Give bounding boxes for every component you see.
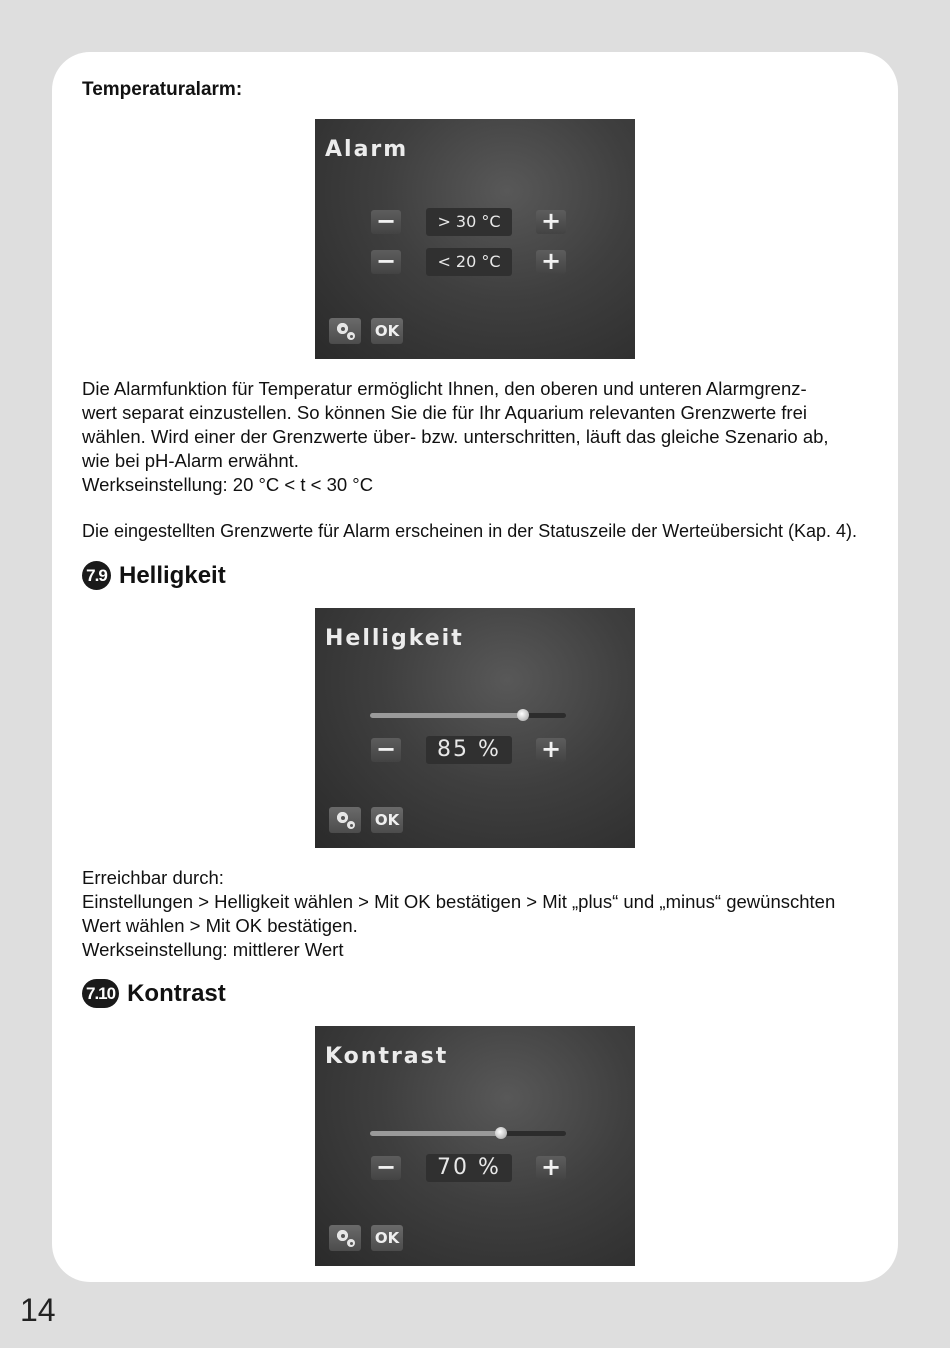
gears-icon bbox=[337, 812, 348, 823]
gears-icon bbox=[337, 1230, 348, 1241]
alarm-factory-setting: Werkseinstellung: 20 °C < t < 30 °C bbox=[82, 474, 374, 495]
helligkeit-line: Wert wählen > Mit OK bestätigen. bbox=[82, 915, 358, 936]
helligkeit-description bbox=[82, 866, 902, 962]
settings-button[interactable] bbox=[329, 318, 361, 344]
lower-minus-button[interactable]: − bbox=[371, 250, 401, 274]
helligkeit-section-title bbox=[82, 561, 226, 590]
kontrast-value: 70 % bbox=[426, 1154, 512, 1182]
alarm-description bbox=[82, 377, 882, 497]
slider-thumb[interactable] bbox=[517, 709, 529, 721]
section-number-badge: 7.9 bbox=[82, 561, 111, 590]
gear-small-icon bbox=[347, 1239, 355, 1247]
slider-fill bbox=[370, 713, 523, 718]
ok-button[interactable]: OK bbox=[371, 318, 403, 344]
kontrast-screen bbox=[315, 1026, 635, 1266]
gears-icon bbox=[337, 323, 348, 334]
upper-limit-value: > 30 °C bbox=[426, 208, 512, 236]
ok-button[interactable]: OK bbox=[371, 807, 403, 833]
alarm-screen bbox=[315, 119, 635, 359]
helligkeit-line: Erreichbar durch: bbox=[82, 867, 224, 888]
alarm-line: wählen. Wird einer der Grenzwerte über- bzw. unterschritten, läuft das gleiche Szenario ab, bbox=[82, 426, 829, 447]
helligkeit-minus-button[interactable]: − bbox=[371, 738, 401, 762]
alarm-note: Die eingestellten Grenzwerte für Alarm erscheinen in der Statuszeile der Werteübersicht (Kap. 4). bbox=[82, 521, 858, 541]
lower-limit-value: < 20 °C bbox=[426, 248, 512, 276]
slider-fill bbox=[370, 1131, 501, 1136]
helligkeit-title: Helligkeit bbox=[119, 561, 226, 589]
helligkeit-screen bbox=[315, 608, 635, 848]
helligkeit-slider[interactable] bbox=[370, 713, 566, 718]
helligkeit-line: Einstellungen > Helligkeit wählen > Mit OK bestätigen > Mit „plus“ und „minus“ gewünschten bbox=[82, 891, 836, 912]
settings-button[interactable] bbox=[329, 1225, 361, 1251]
helligkeit-value: 85 % bbox=[426, 736, 512, 764]
lower-plus-button[interactable]: + bbox=[536, 250, 566, 274]
alarm-screen-title: Alarm bbox=[325, 137, 409, 162]
kontrast-plus-button[interactable]: + bbox=[536, 1156, 566, 1180]
upper-plus-button[interactable]: + bbox=[536, 210, 566, 234]
kontrast-section-title bbox=[82, 979, 226, 1008]
helligkeit-factory-setting: Werkseinstellung: mittlerer Wert bbox=[82, 939, 344, 960]
gear-small-icon bbox=[347, 332, 355, 340]
slider-thumb[interactable] bbox=[495, 1127, 507, 1139]
upper-minus-button[interactable]: − bbox=[371, 210, 401, 234]
page-number: 14 bbox=[20, 1292, 56, 1328]
helligkeit-screen-title: Helligkeit bbox=[325, 626, 464, 651]
alarm-line: Die Alarmfunktion für Temperatur ermöglicht Ihnen, den oberen und unteren Alarmgrenz- bbox=[82, 378, 807, 399]
settings-button[interactable] bbox=[329, 807, 361, 833]
gear-small-icon bbox=[347, 821, 355, 829]
kontrast-screen-title: Kontrast bbox=[325, 1044, 449, 1069]
alarm-line: wie bei pH-Alarm erwähnt. bbox=[82, 450, 299, 471]
helligkeit-plus-button[interactable]: + bbox=[536, 738, 566, 762]
alarm-line: wert separat einzustellen. So können Sie die für Ihr Aquarium relevanten Grenzwerte frei bbox=[82, 402, 807, 423]
temperature-alarm-heading: Temperaturalarm: bbox=[82, 79, 243, 100]
ok-button[interactable]: OK bbox=[371, 1225, 403, 1251]
section-number-badge: 7.10 bbox=[82, 979, 119, 1008]
kontrast-title: Kontrast bbox=[127, 979, 226, 1007]
kontrast-minus-button[interactable]: − bbox=[371, 1156, 401, 1180]
kontrast-slider[interactable] bbox=[370, 1131, 566, 1136]
